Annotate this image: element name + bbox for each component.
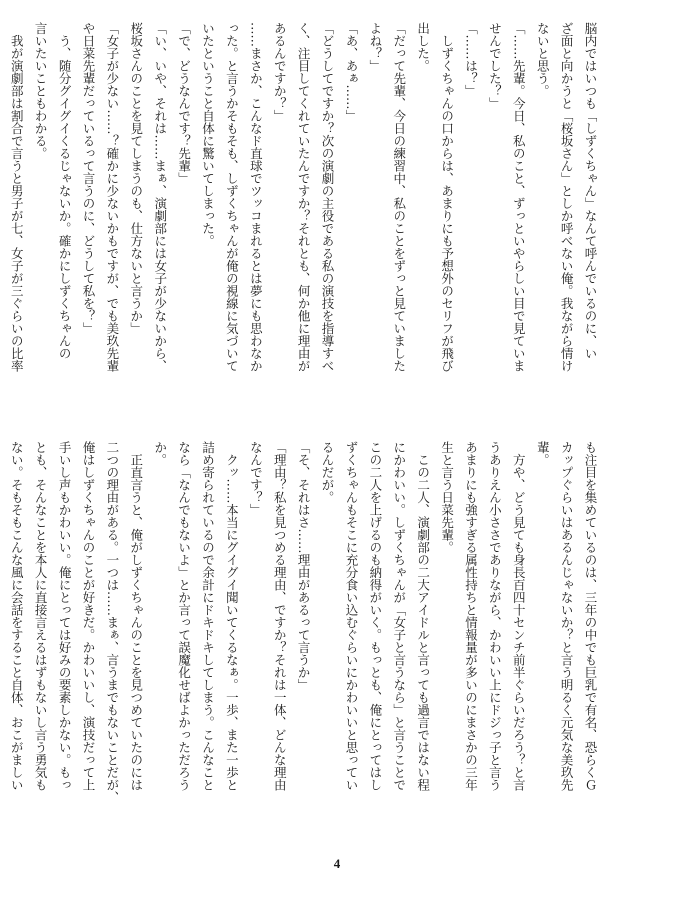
text-column: 我が演劇部は割合で言うと男子が七、女子が三ぐらいの比率 (9, 22, 25, 372)
page-number: 4 (333, 856, 341, 871)
text-column: 二つの理由がある。一つは……まぁ、言うまでもないことだが、 (104, 441, 120, 804)
text-column: 方や、どう見ても身長百四十センチ前半ぐらいだろう？と言 (511, 441, 527, 791)
text-column: せんでした？」 (487, 22, 503, 110)
text-column: 正直言うと、俺がしずくちゃんのことを見つめていたのには (128, 441, 144, 791)
text-column: か。 (152, 441, 168, 466)
text-column: ないと思う。 (535, 22, 551, 97)
text-column: るんだが。 (320, 441, 336, 504)
text-column: この二人、演劇部の二大アイドルと言っても過言ではない程 (415, 441, 431, 791)
text-column: 「……は？」 (463, 22, 479, 97)
text-column: 「で、どうなんです？先輩」 (176, 22, 192, 185)
upper-text-block (9, 22, 602, 422)
text-column: いたということ自体に驚いてしまった。 (200, 22, 216, 247)
text-column: ざ面と向かうと「桜坂さん」としか呼べない俺。我ながら情け (559, 22, 575, 372)
text-column: 脳内ではいつも「しずくちゃん」なんて呼んでいるのに、い (583, 22, 598, 360)
text-column: にかわいい。しずくちゃんが「女子と言うなら」と言うことで (391, 441, 407, 791)
text-column (0, 441, 4, 841)
lower-text-block (9, 441, 602, 841)
text-column: 言いたいこともわかる。 (33, 22, 49, 160)
text-column: 「どうしてですか？次の演劇の主役である私の演技を指導すべ (320, 22, 336, 372)
text-column: 輩。 (535, 441, 551, 466)
text-column: や日菜先輩だっているって言うのに、どうして私を？」 (80, 22, 96, 335)
text-column: 手いし声もかわいい。俺にとっては好みの要素しかない。もっ (57, 441, 73, 791)
text-column: なんです？」 (248, 441, 264, 516)
text-column: あるんですか？」 (272, 22, 288, 122)
text-column: この二人を上げるのも納得がいく。もっとも、俺にとってはし (367, 441, 383, 791)
text-column: う、随分グイグイくるじゃないか。確かにしずくちゃんの (57, 22, 73, 360)
text-column: 「あ、あぁ……」 (343, 22, 359, 122)
text-column: ずくちゃんもそこに充分食い込むぐらいにかわいいと思ってい (343, 441, 359, 791)
text-column: く、注目してくれていたんですか？それとも、何か他に理由が (296, 22, 312, 372)
text-column: とも、そんなことを本人に直接言えるはずもないし言う勇気も (33, 441, 49, 791)
text-column: 俺はしずくちゃんのことが好きだ。かわいいし、演技だって上 (80, 441, 96, 791)
text-column: った。と言うかそもそも、しずくちゃんが俺の視線に気づいて (224, 22, 240, 372)
text-column: 「理由？私を見つめる理由、ですか？それは一体、どんな理由 (272, 441, 288, 791)
text-column: 桜坂さんのことを見てしまうのも、仕方ないと言うか」 (128, 22, 144, 335)
text-column: ない。そもそもこんな風に会話をすること自体、おこがましい (9, 441, 25, 791)
text-column: 詰め寄られているので余計にドキドキしてしまう。こんなこと (200, 441, 216, 791)
text-column: 生と言う日菜先輩。 (439, 441, 455, 554)
text-column: なら「なんでもないよ」とか言って誤魔化せばよかっただろう (176, 441, 192, 791)
text-column: 「い、いや、それは……まぁ、演劇部には女子が少ないから、 (152, 22, 168, 372)
text-column: クッ……本当にグイグイ聞いてくるなぁ。一歩、また一歩と (224, 441, 240, 791)
text-column: 「だって先輩、今日の練習中、私のことをずっと見ていました (391, 22, 407, 372)
text-column: カップぐらいはあるんじゃないか？と言う明るく元気な美玖先 (559, 441, 575, 791)
text-column: あまりにも強すぎる属性持ちと情報量が多いのにまさかの三年 (463, 441, 479, 791)
text-column: 「女子が少ない……？確かに少ないかもですが、でも美玖先輩 (104, 22, 120, 372)
text-column: も注目を集めているのは、三年の中でも巨乳で有名、恐らくＧ (583, 441, 598, 791)
text-column (0, 22, 4, 422)
text-column: 「そ、それはさ……理由があるって言うか」 (296, 441, 312, 691)
text-column: よね？」 (367, 22, 383, 72)
text-column: ……まさか、こんなド直球でツッコまれるとは夢にも思わなか (248, 22, 264, 372)
text-column: うありえん小ささでありながら、かわいい上にドジっ子と言う (487, 441, 503, 791)
text-column: 「……先輩。今日、私のこと、ずっといやらしい目で見ていま (511, 22, 527, 372)
text-column: しずくちゃんの口からは、あまりにも予想外のセリフが飛び (439, 22, 455, 372)
text-column: 出した。 (415, 22, 431, 72)
